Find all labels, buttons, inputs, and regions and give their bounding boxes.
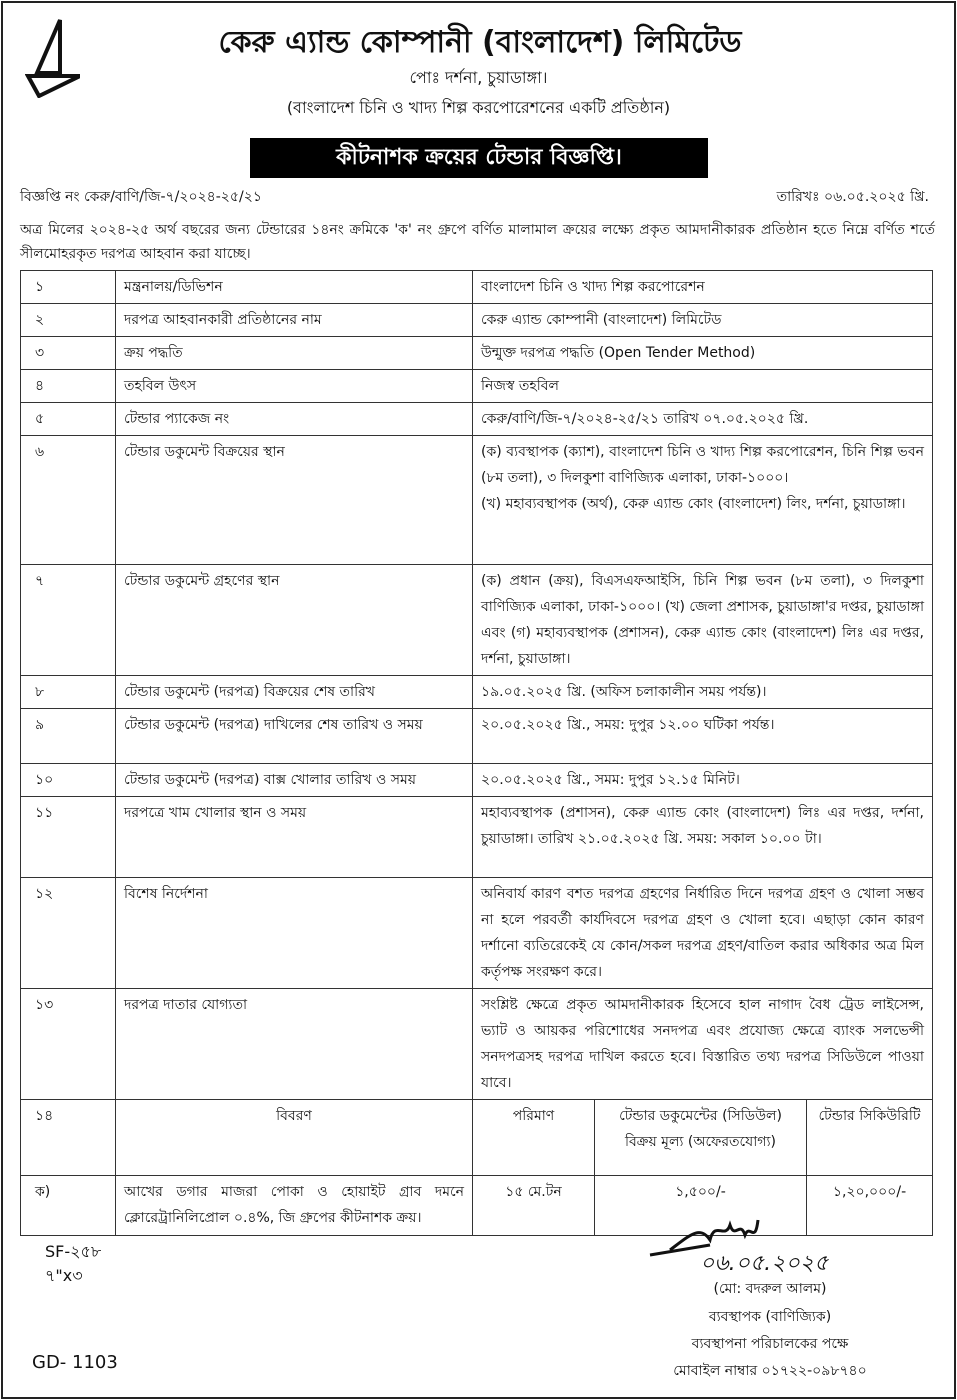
row-value-text: সংশ্লিষ্ট ক্ষেত্রে প্রকৃত আমদানীকারক হিসেবে হাল নাগাদ বৈধ ট্রেড লাইসেন্স, ভ্যাট ও আয়কর পরিশোধের সনদপত্র এবং প্রযোজ্য ক্ষেত্রে ব্যাংক সলভেন্সী সনদপত্রসহ দরপত্র দাখিল করতে হবে। বিস্তারিত তথ্য দরপত্র সিডিউলে পাওয়া যাবে। — [481, 997, 924, 1091]
row-value — [473, 403, 933, 436]
row-serial: ৯ — [21, 709, 116, 764]
item-quantity: ১৫ মে.টন — [473, 1176, 595, 1236]
row-serial: ১০ — [21, 764, 116, 797]
row-value — [473, 436, 933, 565]
header-quantity: পরিমাণ — [473, 1100, 595, 1176]
table-row — [21, 304, 933, 337]
row-label: ক্রয় পদ্ধতি — [116, 337, 473, 370]
tender-table — [20, 270, 933, 1236]
table-row — [21, 764, 933, 797]
row-value-text: বাংলাদেশ চিনি ও খাদ্য শিল্প করপোরেশন — [481, 279, 705, 295]
row-value-text: অনিবার্য কারণ বশত দরপত্র গ্রহণের নির্ধারিত দিনে দরপত্র গ্রহণ ও খোলা সম্ভব না হলে পরবর্তী কার্যদিবসে দরপত্র গ্রহণ ও খোলা হবে। এছাড়া কোন কারণ দর্শানো ব্যতিরেকেই যে কোন/সকল দরপত্র গ্রহণ/বাতিল করার অধিকার অত্র মিল কর্তৃপক্ষ সংরক্ষণ করে। — [481, 886, 924, 980]
row-value-text: (ক) প্রধান (ক্রয়), বিএসএফআইসি, চিনি শিল্প ভবন (৮ম তলা), ৩ দিলকুশা বাণিজ্যিক এলাকা, ঢাকা-১০০০। (খ) জেলা প্রশাসক, চুয়াডাঙ্গা'র দপ্তর, চুয়াডাঙ্গা এবং (গ) মহাব্যবস্থাপক (প্রশাসন), কেরু এ্যান্ড কোং (বাংলাদেশ) লিঃ এর দপ্তর, দর্শনা, চুয়াডাঙ্গা। — [481, 573, 924, 667]
row-label: দরপত্রে খাম খোলার স্থান ও সময় — [116, 797, 473, 878]
header-security: টেন্ডার সিকিউরিটি — [807, 1100, 933, 1176]
row-value — [473, 565, 933, 676]
header-serial: ১৪ — [21, 1100, 116, 1176]
item-schedule-price: ১,৫০০/- — [595, 1176, 807, 1236]
row-serial: ৬ — [21, 436, 116, 565]
row-value-text-2: (খ) মহাব্যবস্থাপক (অর্থ), কেরু এ্যান্ড কোং (বাংলাদেশ) লিং, দর্শনা, চুয়াডাঙ্গা। — [481, 496, 906, 512]
row-label: টেন্ডার ডকুমেন্ট (দরপত্র) বাক্স খোলার তারিখ ও সময় — [116, 764, 473, 797]
form-code — [45, 1240, 101, 1288]
row-label: টেন্ডার ডকুমেন্ট (দরপত্র) বিক্রয়ের শেষ তারিখ — [116, 676, 473, 709]
row-serial: ৪ — [21, 370, 116, 403]
signer-name: (মো: বদরুল আলম) — [713, 1281, 827, 1297]
table-row — [21, 337, 933, 370]
table-row — [21, 676, 933, 709]
form-size: ৭"x৩ — [45, 1266, 83, 1285]
intro-paragraph: অত্র মিলের ২০২৪-২৫ অর্থ বছরের জন্য টেন্ডারের ১৪নং ক্রমিকে 'ক' নং গ্রুপে বর্ণিত মালামাল ক্রয়ের লক্ষ্যে প্রকৃত আমদানীকারক প্রতিষ্ঠান হতে নিম্নে বর্ণিত শর্তে সীলমোহরকৃত দরপত্র আহবান করা যাচ্ছে। — [20, 222, 935, 262]
row-serial: ১১ — [21, 797, 116, 878]
table-row — [21, 565, 933, 676]
table-row — [21, 709, 933, 764]
row-value-text: ২০.০৫.২০২৫ খ্রি., সমম: দুপুর ১২.১৫ মিনিট। — [481, 772, 740, 788]
row-serial: ২ — [21, 304, 116, 337]
gd-number: GD- 1103 — [32, 1352, 118, 1373]
on-behalf: ব্যবস্থাপনা পরিচালকের পক্ষে — [691, 1336, 849, 1352]
row-value — [473, 878, 933, 989]
row-value — [473, 764, 933, 797]
row-value — [473, 337, 933, 370]
row-serial: ১৩ — [21, 989, 116, 1100]
row-serial: ১ — [21, 271, 116, 304]
row-label: দরপত্র আহবানকারী প্রতিষ্ঠানের নাম — [116, 304, 473, 337]
table-row — [21, 878, 933, 989]
item-security: ১,২০,০০০/- — [807, 1176, 933, 1236]
mobile-number: মোবাইল নাম্বার ০১৭২২-০৯৮৭৪০ — [673, 1363, 867, 1379]
row-label: টেন্ডার ডকুমেন্ট (দরপত্র) দাখিলের শেষ তারিখ ও সময় — [116, 709, 473, 764]
signer-designation: ব্যবস্থাপক (বাণিজ্যিক) — [708, 1309, 832, 1325]
table-row — [21, 797, 933, 878]
row-serial: ১২ — [21, 878, 116, 989]
row-value — [473, 304, 933, 337]
row-serial: ৩ — [21, 337, 116, 370]
memo-number: বিজ্ঞপ্তি নং কেরু/বাণি/জি-৭/২০২৪-২৫/২১ — [20, 189, 262, 205]
row-label: দরপত্র দাতার যোগ্যতা — [116, 989, 473, 1100]
row-value — [473, 709, 933, 764]
sf-code: SF-২৫৮ — [45, 1242, 102, 1261]
table-row — [21, 370, 933, 403]
row-value-text: (ক) ব্যবস্থাপক (ক্যাশ), বাংলাদেশ চিনি ও খাদ্য শিল্প করপোরেশন, চিনি শিল্প ভবন (৮ম তলা), ৩ দিলকুশা বাণিজ্যিক এলাকা, ঢাকা-১০০০। — [481, 444, 924, 486]
row-serial: ৫ — [21, 403, 116, 436]
row-value — [473, 676, 933, 709]
notice-title: কীটনাশক ক্রয়ের টেন্ডার বিজ্ঞপ্তি। — [250, 138, 708, 178]
notice-date: তারিখঃ ০৬.০৫.২০২৫ খ্রি. — [776, 189, 929, 205]
items-header-row — [21, 1100, 933, 1176]
table-row — [21, 989, 933, 1100]
table-row — [21, 436, 933, 565]
signature-date: ০৬.০৫.২০২৫ — [700, 1251, 829, 1275]
row-value — [473, 989, 933, 1100]
company-parent: (বাংলাদেশ চিনি ও খাদ্য শিল্প করপোরেশনের একটি প্রতিষ্ঠান) — [286, 98, 671, 117]
company-address: পোঃ দর্শনা, চুয়াডাঙ্গা। — [409, 68, 548, 87]
table-row — [21, 271, 933, 304]
row-serial: ৭ — [21, 565, 116, 676]
row-value — [473, 271, 933, 304]
row-label: টেন্ডার ডকুমেন্ট গ্রহণের স্থান — [116, 565, 473, 676]
row-value-text: মহাব্যবস্থাপক (প্রশাসন), কেরু এ্যান্ড কোং (বাংলাদেশ) লিঃ এর দপ্তর, দর্শনা, চুয়াডাঙ্গা। তারিখ ২১.০৫.২০২৫ খ্রি. সময়: সকাল ১০.০০ টা। — [481, 805, 924, 847]
row-serial: ৮ — [21, 676, 116, 709]
row-value — [473, 797, 933, 878]
company-name: কেরু এ্যান্ড কোম্পানী (বাংলাদেশ) লিমিটেড — [218, 25, 742, 60]
row-label: তহবিল উৎস — [116, 370, 473, 403]
item-serial: ক) — [21, 1176, 116, 1236]
row-value-text: নিজস্ব তহবিল — [481, 378, 559, 394]
row-label: বিশেষ নির্দেশনা — [116, 878, 473, 989]
item-description: আখের ডগার মাজরা পোকা ও হোয়াইট গ্রাব দমনে ক্লোরেট্রানিলিপ্রোল ০.৪%, জি গ্রুপের কীটনাশক ক্রয়। — [116, 1176, 473, 1236]
row-label: মন্ত্রনালয়/ডিভিশন — [116, 271, 473, 304]
row-label: টেন্ডার ডকুমেন্ট বিক্রয়ের স্থান — [116, 436, 473, 565]
row-value-text: কেরু/বাণি/জি-৭/২০২৪-২৫/২১ তারিখ ০৭.০৫.২০২৫ খ্রি. — [481, 411, 809, 427]
signature — [640, 1215, 880, 1275]
header-description: বিবরণ — [116, 1100, 473, 1176]
table-row — [21, 403, 933, 436]
header-schedule-price: টেন্ডার ডকুমেন্টের (সিডিউল) বিক্রয় মূল্য (অফেরতযোগ্য) — [595, 1100, 807, 1176]
row-value-text: উন্মুক্ত দরপত্র পদ্ধতি (Open Tender Method) — [481, 345, 756, 361]
row-label: টেন্ডার প্যাকেজ নং — [116, 403, 473, 436]
row-value-text: কেরু এ্যান্ড কোম্পানী (বাংলাদেশ) লিমিটেড — [481, 312, 722, 328]
row-value-text: ১৯.০৫.২০২৫ খ্রি. (অফিস চলাকালীন সময় পর্যন্ত)। — [481, 684, 767, 700]
row-value — [473, 370, 933, 403]
row-value-text: ২০.০৫.২০২৫ খ্রি., সময়: দুপুর ১২.০০ ঘটিকা পর্যন্ত। — [481, 717, 775, 733]
